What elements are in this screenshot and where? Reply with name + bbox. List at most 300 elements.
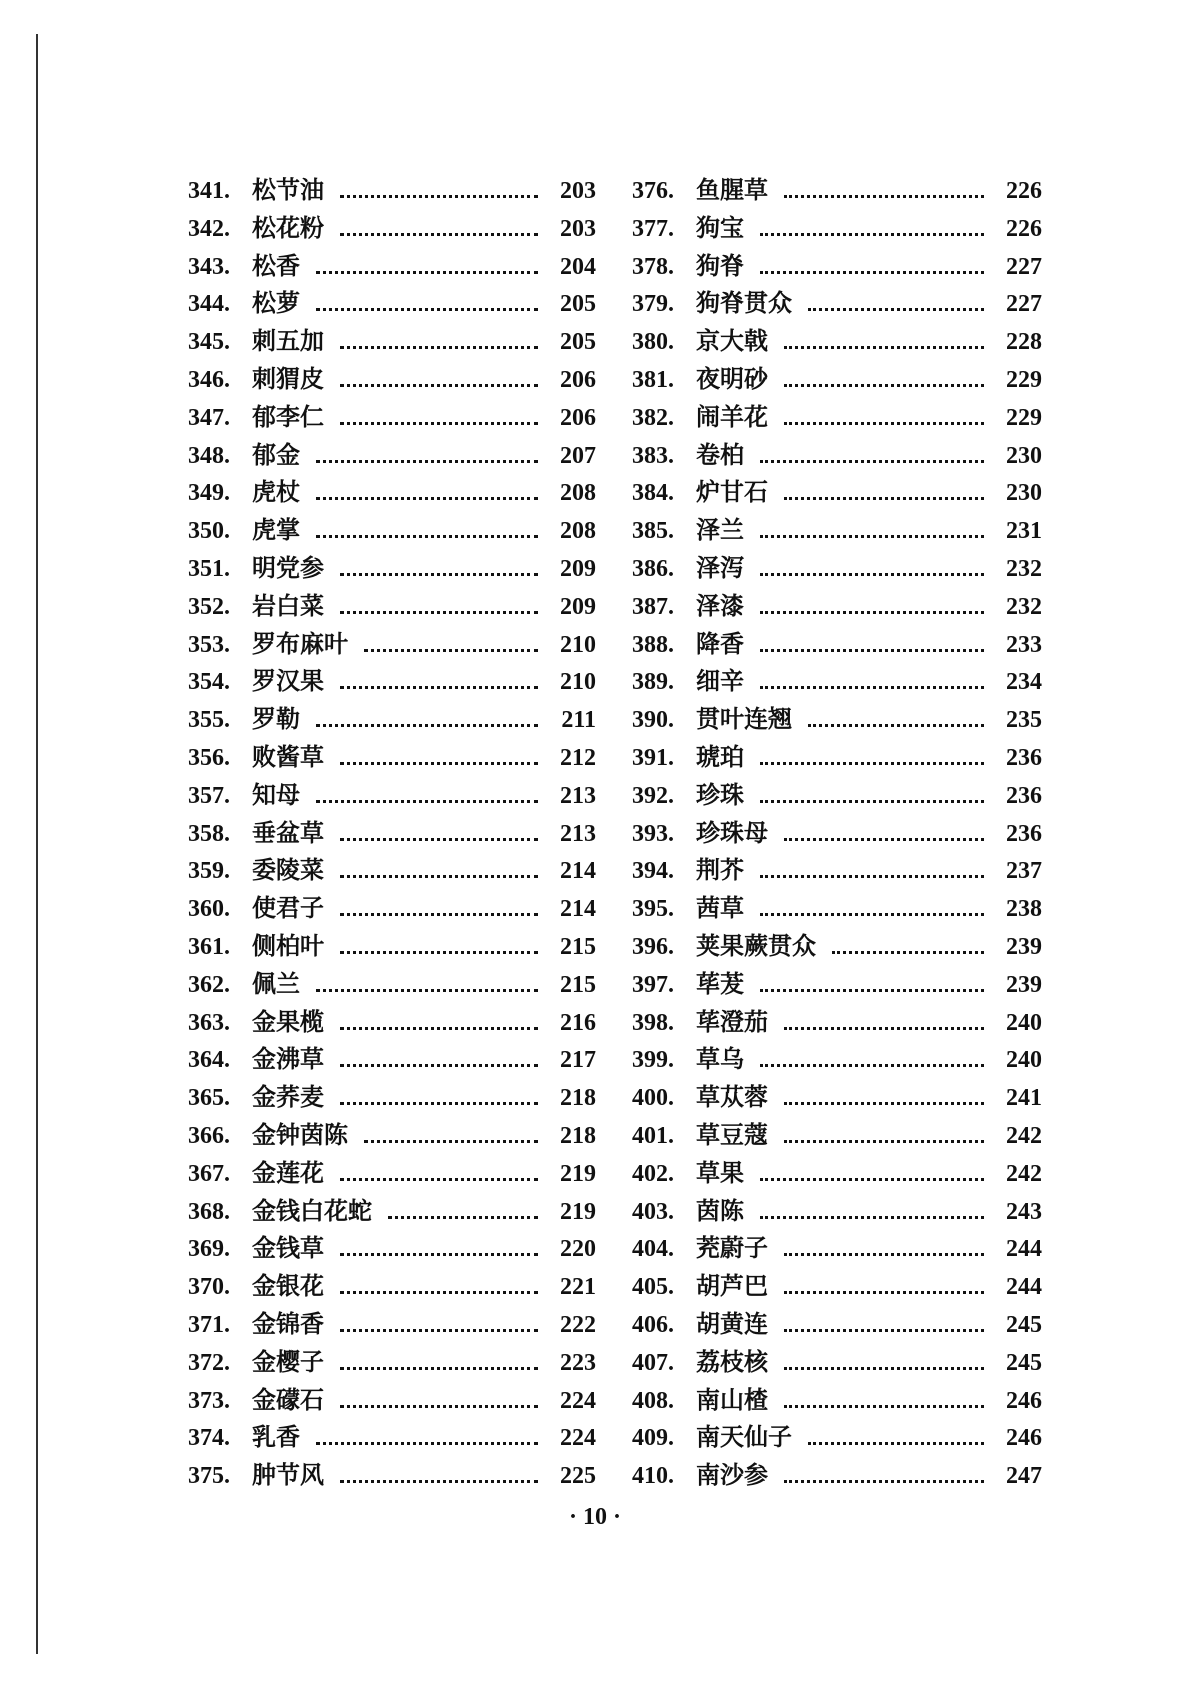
entry-title: 垂盆草 [252,817,324,847]
dot-leader [340,762,538,765]
dot-leader [784,195,984,198]
entry-title: 夜明砂 [696,363,768,393]
entry-page-number: 211 [561,707,596,734]
entry-number: 379. [632,291,674,318]
dot-leader [340,611,538,614]
dot-leader [760,535,984,538]
entry-number: 382. [632,404,674,431]
entry-page-number: 244 [1006,1236,1042,1263]
entry-page-number: 227 [1006,253,1042,280]
entry-page-number: 236 [1006,744,1042,771]
dot-leader [340,838,538,841]
entry-number: 392. [632,782,674,809]
entry-page-number: 205 [560,291,596,318]
dot-leader [760,762,984,765]
entry-title: 狗脊贯众 [696,288,792,318]
entry-number: 380. [632,329,674,356]
toc-entry [188,964,596,1002]
entry-title: 泽漆 [696,590,744,620]
entry-number: 345. [188,329,230,356]
entry-title: 委陵菜 [252,855,324,885]
toc-entry [188,586,596,624]
entry-page-number: 230 [1006,442,1042,469]
dot-leader [340,346,538,349]
entry-title: 细辛 [696,666,744,696]
toc-entry [632,1002,1042,1040]
entry-page-number: 235 [1006,707,1042,734]
entry-title: 岩白菜 [252,590,324,620]
dot-leader [808,724,984,727]
toc-entry [188,1417,596,1455]
entry-page-number: 236 [1006,820,1042,847]
entry-page-number: 224 [560,1425,596,1452]
toc-entry [632,1039,1042,1077]
toc-entry [188,208,596,246]
dot-leader [760,800,984,803]
toc-entry [188,359,596,397]
entry-page-number: 221 [560,1274,596,1301]
dot-leader [340,875,538,878]
toc-entry [632,850,1042,888]
toc-entry [632,1191,1042,1229]
entry-number: 354. [188,669,230,696]
entry-page-number: 241 [1006,1085,1042,1112]
dot-leader [388,1216,538,1219]
entry-number: 390. [632,707,674,734]
dot-leader [832,951,984,954]
entry-number: 373. [188,1387,230,1414]
entry-page-number: 205 [560,329,596,356]
entry-title: 贯叶连翘 [696,704,792,734]
toc-entry [188,661,596,699]
toc-entry [632,1153,1042,1191]
dot-leader [340,686,538,689]
entry-title: 刺五加 [252,326,324,356]
entry-title: 松萝 [252,288,300,318]
entry-title: 虎掌 [252,515,300,545]
entry-page-number: 237 [1006,858,1042,885]
toc-entry [188,246,596,284]
entry-title: 炉甘石 [696,477,768,507]
entry-page-number: 244 [1006,1274,1042,1301]
dot-leader [760,1064,984,1067]
dot-leader [760,573,984,576]
entry-title: 荚果蕨贯众 [696,930,816,960]
dot-leader [340,951,538,954]
entry-number: 399. [632,1047,674,1074]
entry-title: 金樱子 [252,1346,324,1376]
entry-page-number: 236 [1006,782,1042,809]
entry-number: 385. [632,518,674,545]
entry-title: 郁金 [252,439,300,469]
entry-number: 343. [188,253,230,280]
dot-leader [784,1367,984,1370]
dot-leader [340,1405,538,1408]
entry-number: 378. [632,253,674,280]
entry-page-number: 215 [560,971,596,998]
entry-number: 365. [188,1085,230,1112]
entry-page-number: 206 [560,366,596,393]
dot-leader [316,497,538,500]
dot-leader [760,913,984,916]
entry-page-number: 217 [560,1047,596,1074]
entry-page-number: 230 [1006,480,1042,507]
entry-page-number: 204 [560,253,596,280]
entry-number: 351. [188,555,230,582]
entry-page-number: 234 [1006,669,1042,696]
dot-leader [340,233,538,236]
entry-number: 347. [188,404,230,431]
dot-leader [340,1102,538,1105]
entry-title: 金银花 [252,1271,324,1301]
entry-number: 396. [632,933,674,960]
entry-title: 肿节风 [252,1460,324,1490]
dot-leader [340,1178,538,1181]
entry-number: 400. [632,1085,674,1112]
toc-entry [188,435,596,473]
entry-title: 金钱白花蛇 [252,1195,372,1225]
toc-entry [632,1342,1042,1380]
entry-page-number: 226 [1006,178,1042,204]
entry-page-number: 203 [560,178,596,204]
toc-entry [632,888,1042,926]
entry-number: 360. [188,896,230,923]
entry-page-number: 226 [1006,215,1042,242]
dot-leader [316,535,538,538]
entry-page-number: 225 [560,1463,596,1490]
entry-page-number: 245 [1006,1311,1042,1338]
entry-page-number: 227 [1006,291,1042,318]
entry-page-number: 242 [1006,1122,1042,1149]
dot-leader [784,1253,984,1256]
dot-leader [760,649,984,652]
entry-page-number: 207 [560,442,596,469]
dot-leader [784,497,984,500]
entry-title: 金钱草 [252,1233,324,1263]
entry-page-number: 214 [560,896,596,923]
dot-leader [316,308,538,311]
toc-column-right [632,170,1042,1493]
entry-number: 341. [188,178,230,204]
dot-leader [760,233,984,236]
entry-title: 郁李仁 [252,401,324,431]
entry-title: 侧柏叶 [252,930,324,960]
entry-title: 刺猬皮 [252,363,324,393]
entry-page-number: 245 [1006,1349,1042,1376]
entry-page-number: 242 [1006,1160,1042,1187]
dot-leader [808,1442,984,1445]
entry-title: 茜草 [696,893,744,923]
toc-entry [188,737,596,775]
dot-leader [340,1253,538,1256]
entry-title: 鱼腥草 [696,175,768,204]
entry-number: 408. [632,1387,674,1414]
entry-number: 369. [188,1236,230,1263]
entry-title: 南天仙子 [696,1422,792,1452]
dot-leader [340,573,538,576]
entry-page-number: 209 [560,593,596,620]
dot-leader [340,195,538,198]
entry-title: 金沸草 [252,1044,324,1074]
entry-number: 389. [632,669,674,696]
toc-entry [188,1002,596,1040]
entry-number: 355. [188,707,230,734]
entry-page-number: 220 [560,1236,596,1263]
toc-entry [188,321,596,359]
toc-entry [188,926,596,964]
toc-entry [632,321,1042,359]
entry-page-number: 239 [1006,933,1042,960]
toc-column-left [188,170,596,1493]
toc-entry [188,1191,596,1229]
entry-page-number: 209 [560,555,596,582]
dot-leader [340,384,538,387]
entry-number: 348. [188,442,230,469]
entry-page-number: 232 [1006,555,1042,582]
entry-number: 409. [632,1425,674,1452]
entry-page-number: 228 [1006,329,1042,356]
entry-number: 383. [632,442,674,469]
entry-page-number: 212 [560,744,596,771]
entry-title: 泽泻 [696,552,744,582]
entry-number: 350. [188,518,230,545]
entry-number: 359. [188,858,230,885]
toc-entry [632,1380,1042,1418]
entry-page-number: 222 [560,1311,596,1338]
entry-page-number: 210 [560,669,596,696]
toc-entry [632,737,1042,775]
entry-page-number: 243 [1006,1198,1042,1225]
entry-title: 草果 [696,1157,744,1187]
entry-title: 金果榄 [252,1006,324,1036]
toc-entry [188,1153,596,1191]
toc-entry [188,1380,596,1418]
entry-number: 381. [632,366,674,393]
entry-title: 草苁蓉 [696,1082,768,1112]
toc-entry [188,397,596,435]
dot-leader [340,1291,538,1294]
entry-number: 367. [188,1160,230,1187]
entry-title: 闹羊花 [696,401,768,431]
toc-entry [632,661,1042,699]
entry-page-number: 240 [1006,1047,1042,1074]
entry-number: 398. [632,1009,674,1036]
entry-number: 397. [632,971,674,998]
toc-entry [632,208,1042,246]
dot-leader [784,1027,984,1030]
entry-page-number: 218 [560,1122,596,1149]
toc-entry [632,699,1042,737]
entry-page-number: 246 [1006,1387,1042,1414]
entry-number: 342. [188,215,230,242]
entry-number: 361. [188,933,230,960]
entry-page-number: 203 [560,215,596,242]
entry-page-number: 246 [1006,1425,1042,1452]
toc-entry [188,850,596,888]
entry-number: 370. [188,1274,230,1301]
dot-leader [340,1329,538,1332]
entry-title: 使君子 [252,893,324,923]
dot-leader [808,308,984,311]
toc-entry [188,1228,596,1266]
entry-page-number: 206 [560,404,596,431]
entry-number: 353. [188,631,230,658]
entry-number: 388. [632,631,674,658]
toc-entry [632,246,1042,284]
entry-title: 胡芦巴 [696,1271,768,1301]
toc-entry [188,1266,596,1304]
toc-entry [188,888,596,926]
dot-leader [760,686,984,689]
entry-number: 371. [188,1311,230,1338]
entry-number: 393. [632,820,674,847]
entry-number: 384. [632,480,674,507]
entry-page-number: 223 [560,1349,596,1376]
toc-entry [188,170,596,208]
entry-title: 南山楂 [696,1384,768,1414]
entry-number: 377. [632,215,674,242]
dot-leader [316,989,538,992]
entry-number: 346. [188,366,230,393]
toc-entry [188,1115,596,1153]
dot-leader [364,1140,538,1143]
dot-leader [784,1480,984,1483]
page-number: · 10 · [568,1504,621,1530]
entry-number: 374. [188,1425,230,1452]
dot-leader [316,724,538,727]
entry-title: 虎杖 [252,477,300,507]
entry-number: 391. [632,744,674,771]
entry-page-number: 229 [1006,366,1042,393]
toc-entry [632,1455,1042,1493]
dot-leader [316,460,538,463]
entry-number: 395. [632,896,674,923]
toc-entry [188,1455,596,1493]
entry-title: 南沙参 [696,1460,768,1490]
toc-entry [632,548,1042,586]
toc-entry [188,1304,596,1342]
dot-leader [784,838,984,841]
toc-entry [632,1228,1042,1266]
entry-number: 366. [188,1122,230,1149]
toc-entry [188,624,596,662]
toc-entry [632,472,1042,510]
dot-leader [364,649,538,652]
entry-title: 泽兰 [696,515,744,545]
entry-number: 363. [188,1009,230,1036]
entry-page-number: 232 [1006,593,1042,620]
entry-title: 松节油 [252,175,324,204]
entry-page-number: 219 [560,1160,596,1187]
dot-leader [760,1178,984,1181]
dot-leader [784,1405,984,1408]
entry-title: 明党参 [252,552,324,582]
dot-leader [784,1140,984,1143]
entry-title: 茺蔚子 [696,1233,768,1263]
toc-entry [188,548,596,586]
toc-entry [632,926,1042,964]
toc-entry [188,1342,596,1380]
entry-number: 407. [632,1349,674,1376]
entry-page-number: 219 [560,1198,596,1225]
entry-title: 败酱草 [252,741,324,771]
dot-leader [316,800,538,803]
entry-page-number: 218 [560,1085,596,1112]
dot-leader [760,271,984,274]
entry-number: 394. [632,858,674,885]
entry-page-number: 213 [560,782,596,809]
dot-leader [316,1442,538,1445]
entry-title: 金礞石 [252,1384,324,1414]
dot-leader [340,1367,538,1370]
entry-number: 358. [188,820,230,847]
entry-title: 狗宝 [696,212,744,242]
toc-entry [632,435,1042,473]
toc-entry [632,170,1042,208]
entry-title: 松花粉 [252,212,324,242]
entry-page-number: 233 [1006,631,1042,658]
dot-leader [316,271,538,274]
entry-page-number: 213 [560,820,596,847]
toc-entry [632,1266,1042,1304]
entry-number: 352. [188,593,230,620]
entry-title: 金锦香 [252,1308,324,1338]
entry-number: 387. [632,593,674,620]
entry-page-number: 216 [560,1009,596,1036]
entry-title: 京大戟 [696,326,768,356]
entry-number: 364. [188,1047,230,1074]
toc-entry [632,775,1042,813]
dot-leader [340,1480,538,1483]
entry-page-number: 215 [560,933,596,960]
entry-title: 松香 [252,250,300,280]
binding-margin-line [36,34,38,1654]
toc-entry [632,586,1042,624]
entry-title: 珍珠母 [696,817,768,847]
toc-entry [188,1039,596,1077]
entry-title: 罗勒 [252,704,300,734]
dot-leader [784,1291,984,1294]
toc-entry [632,283,1042,321]
entry-page-number: 231 [1006,518,1042,545]
entry-page-number: 210 [560,631,596,658]
entry-number: 405. [632,1274,674,1301]
toc-entry [632,510,1042,548]
entry-page-number: 247 [1006,1463,1042,1490]
entry-title: 荔枝核 [696,1346,768,1376]
entry-number: 372. [188,1349,230,1376]
entry-title: 狗脊 [696,250,744,280]
dot-leader [760,875,984,878]
entry-title: 降香 [696,628,744,658]
toc-entry [188,510,596,548]
dot-leader [760,460,984,463]
entry-page-number: 229 [1006,404,1042,431]
entry-title: 琥珀 [696,741,744,771]
entry-title: 金钟茵陈 [252,1119,348,1149]
entry-number: 403. [632,1198,674,1225]
entry-number: 344. [188,291,230,318]
entry-page-number: 208 [560,518,596,545]
entry-page-number: 240 [1006,1009,1042,1036]
entry-number: 356. [188,744,230,771]
toc-entry [188,1077,596,1115]
toc-entry [188,699,596,737]
toc-entry [632,813,1042,851]
entry-title: 茵陈 [696,1195,744,1225]
entry-number: 386. [632,555,674,582]
toc-entry [632,359,1042,397]
